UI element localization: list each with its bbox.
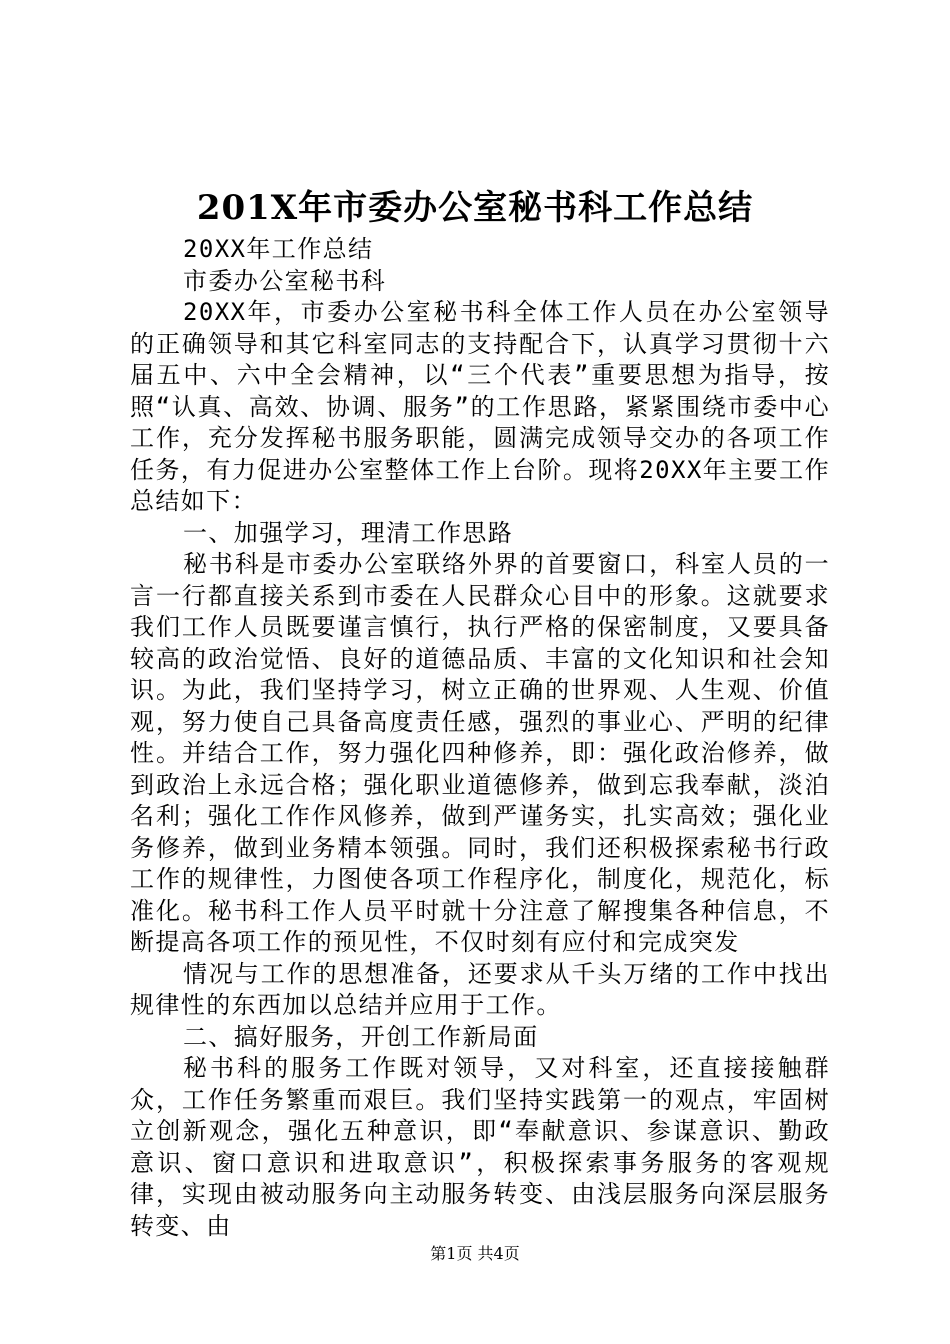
- paragraph-section-2: 秘书科的服务工作既对领导，又对科室，还直接接触群众，工作任务繁重而艰巨。我们坚持实践第一的观点，牢固树立创新观念，强化五种意识，即“奉献意识、参谋意识、勤政意识、窗口意识和进取意识”，积极探索事务服务的客观规律，实现由被动服务向主动服务转变、由浅层服务向深层服务转变、由: [130, 1054, 830, 1240]
- document-title: 201X年市委办公室秘书科工作总结: [196, 188, 754, 228]
- paragraph-intro: 20XX年，市委办公室秘书科全体工作人员在办公室领导的正确领导和其它科室同志的支持配合下，认真学习贯彻十六届五中、六中全会精神，以“三个代表”重要思想为指导，按照“认真、高效、协调、服务”的工作思路，紧紧围绕市委中心工作，充分发挥秘书服务职能，圆满完成领导交办的各项工作任务，有力促进办公室整体工作上台阶。现将20XX年主要工作总结如下：: [130, 298, 830, 515]
- section-heading-1: 一、加强学习，理清工作思路: [183, 518, 514, 547]
- paragraph-section-1: 秘书科是市委办公室联络外界的首要窗口，科室人员的一言一行都直接关系到市委在人民群众心目中的形象。这就要求我们工作人员既要谨言慎行，执行严格的保密制度，又要具备较高的政治觉悟、良好的道德品质、丰富的文化知识和社会知识。为此，我们坚持学习，树立正确的世界观、人生观、价值观，努力使自己具备高度责任感，强烈的事业心、严明的纪律性。并结合工作，努力强化四种修养，即：强化政治修养，做到政治上永远合格；强化职业道德修养，做到忘我奉献，淡泊名利；强化工作作风修养，做到严谨务实，扎实高效；强化业务修养，做到业务精本领强。同时，我们还积极探索秘书行政工作的规律性，力图使各项工作程序化，制度化，规范化，标准化。秘书科工作人员平时就十分注意了解搜集各种信息，不断提高各项工作的预见性，不仅时刻有应付和完成突发: [130, 550, 830, 956]
- page-footer: 第1页 共4页: [430, 1244, 520, 1263]
- paragraph-heading-year: 20XX年工作总结: [183, 235, 374, 263]
- paragraph-section-1-cont: 情况与工作的思想准备，还要求从千头万绪的工作中找出规律性的东西加以总结并应用于工作。: [130, 959, 830, 1019]
- document-body: [130, 234, 830, 1242]
- section-heading-2: 二、搞好服务，开创工作新局面: [183, 1022, 539, 1051]
- paragraph-department: 市委办公室秘书科: [183, 266, 387, 295]
